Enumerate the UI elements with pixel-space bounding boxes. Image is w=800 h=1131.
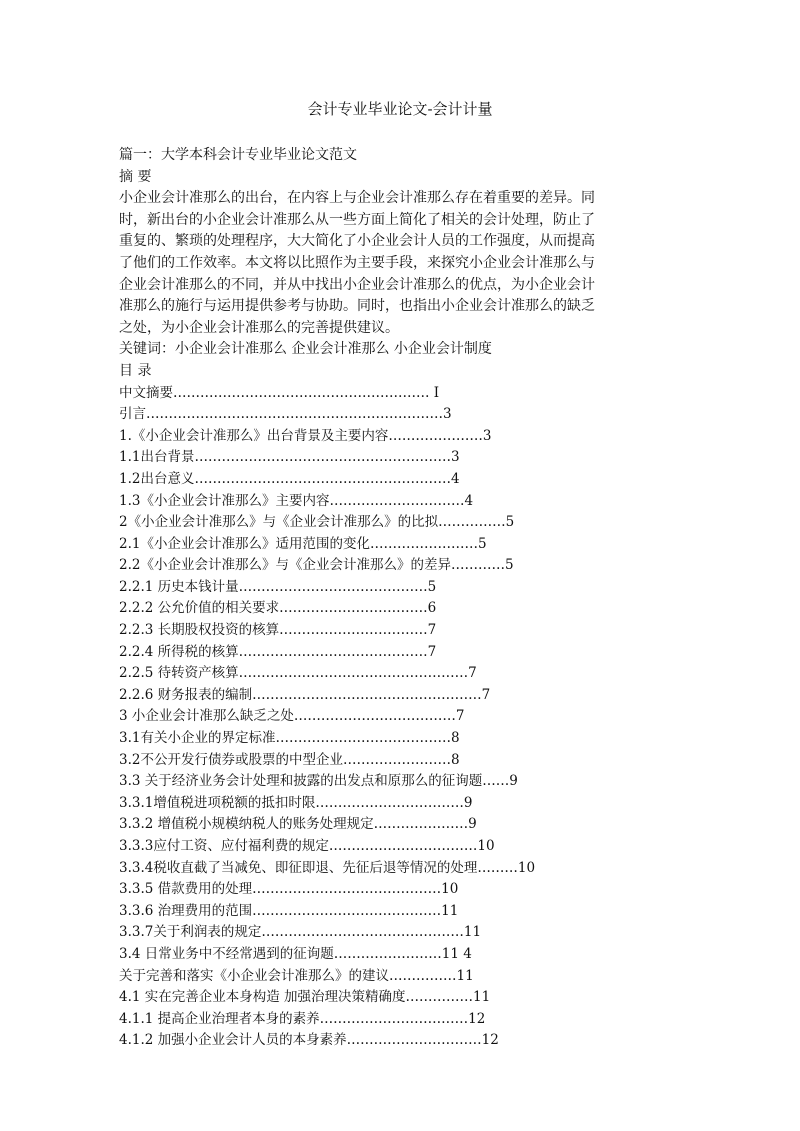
abstract-line: 之处，为小企业会计准那么的完善提供建议。 [119, 319, 399, 336]
toc-entry: 3.4 日常业务中不经常遇到的征询题……………………11 4 [119, 945, 472, 962]
toc-entry: 1.2出台意义…………………………………………………4 [119, 470, 460, 487]
toc-entry: 4.1.2 加强小企业会计人员的本身素养…………………………12 [119, 1032, 499, 1049]
toc-entry: 2.2.2 公允价值的相关要求……………………………6 [119, 600, 437, 617]
toc-entry: 2.2《小企业会计准那么》与《企业会计准那么》的差异…………5 [119, 557, 514, 574]
table-of-contents [119, 383, 679, 1052]
toc-entry: 2.2.3 长期股权投资的核算……………………………7 [119, 622, 437, 639]
toc-entry: 2《小企业会计准那么》与《企业会计准那么》的比拟……………5 [119, 514, 515, 531]
toc-entry: 3.1有关小企业的界定标准…………………………………8 [119, 730, 460, 747]
toc-entry: 2.2.6 财务报表的编制……………………………………………7 [119, 686, 491, 703]
toc-entry: 2.1《小企业会计准那么》适用范围的变化……………………5 [119, 535, 487, 552]
toc-entry: 4.1.1 提高企业治理者本身的素养……………………………12 [119, 1010, 486, 1027]
toc-entry: 引言…………………………………………………………3 [119, 406, 452, 423]
abstract-line: 了他们的工作效率。本文将以比照作为主要手段，来探究小企业会计准那么与 [119, 254, 595, 271]
section-heading: 篇一：大学本科会计专业毕业论文范文 [119, 147, 357, 163]
toc-entry: 1.3《小企业会计准那么》主要内容…………………………4 [119, 492, 474, 509]
abstract-paragraph [119, 188, 679, 339]
abstract-heading: 摘 要 [119, 168, 152, 185]
toc-entry: 关于完善和落实《小企业会计准那么》的建议……………11 [119, 967, 474, 984]
document-title: 会计专业毕业论文-会计计量 [307, 100, 493, 118]
document-body [119, 145, 679, 1052]
toc-entry: 1.《小企业会计准那么》出台背景及主要内容…………………3 [119, 427, 492, 444]
toc-entry: 3.3.1增值税进项税额的抵扣时限……………………………9 [119, 794, 473, 811]
toc-entry: 3.3.7关于利润表的规定………………………………………11 [119, 924, 482, 941]
abstract-line: 重复的、繁琐的处理程序，大大简化了小企业会计人员的工作强度，从而提高 [119, 233, 595, 250]
toc-entry: 3.2不公开发行债券或股票的中型企业……………………8 [119, 751, 460, 768]
abstract-line: 小企业会计准那么的出台，在内容上与企业会计准那么存在着重要的差异。同 [119, 190, 595, 207]
toc-entry: 1.1出台背景…………………………………………………3 [119, 449, 460, 466]
toc-entry: 3.3.2 增值税小规模纳税人的账务处理规定…………………9 [119, 816, 477, 833]
toc-entry: 中文摘要………………………………………………… I [119, 384, 440, 401]
toc-entry: 4.1 实在完善企业本身构造 加强治理决策精确度……………11 [119, 989, 491, 1006]
abstract-line: 企业会计准那么的不同，并从中找出小企业会计准那么的优点，为小企业会计 [119, 276, 595, 293]
toc-entry: 3 小企业会计准那么缺乏之处………………………………7 [119, 708, 465, 725]
abstract-line: 时，新出台的小企业会计准那么从一些方面上简化了相关的会计处理，防止了 [119, 211, 595, 228]
toc-entry: 3.3.3应付工资、应付福利费的规定……………………………10 [119, 838, 495, 854]
toc-entry: 2.2.5 待转资产核算……………………………………………7 [119, 665, 477, 682]
keywords: 关键词：小企业会计准那么 企业会计准那么 小企业会计制度 [119, 341, 492, 358]
toc-heading: 目 录 [119, 362, 152, 379]
toc-entry: 3.3.4税收直截了当减免、即征即退、先征后退等情况的处理………10 [119, 859, 536, 876]
toc-entry: 3.3.5 借款费用的处理……………………………………10 [119, 881, 459, 898]
toc-entry: 3.3.6 治理费用的范围……………………………………11 [119, 902, 459, 919]
abstract-line: 准那么的施行与运用提供参考与协助。同时，也指出小企业会计准那么的缺乏 [119, 298, 595, 315]
toc-entry: 2.2.1 历史本钱计量……………………………………5 [119, 578, 437, 595]
toc-entry: 2.2.4 所得税的核算……………………………………7 [119, 643, 437, 660]
toc-entry: 3.3 关于经济业务会计处理和披露的出发点和原那么的征询题……9 [119, 773, 518, 790]
